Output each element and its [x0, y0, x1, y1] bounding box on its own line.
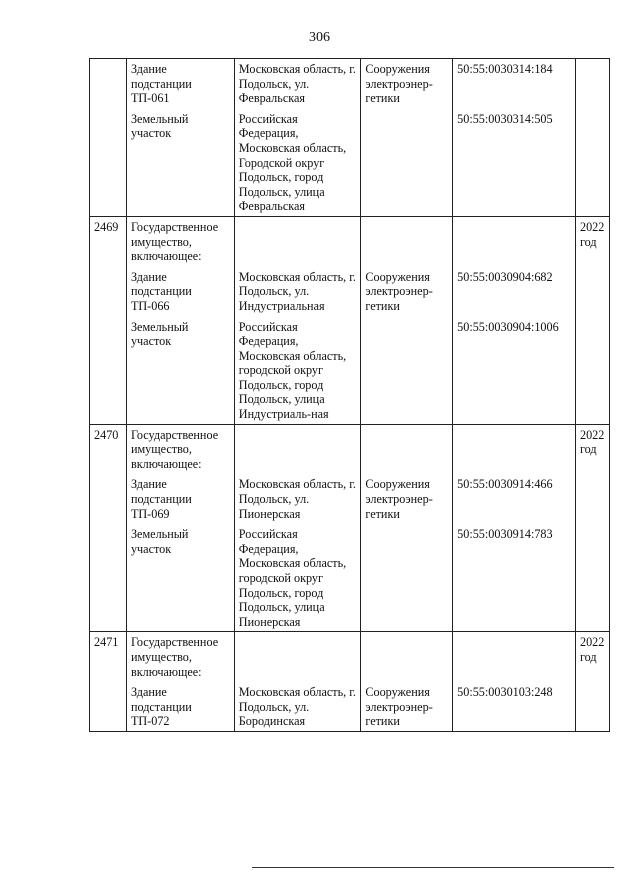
year-cell	[575, 108, 609, 217]
cadastral-number-cell	[453, 424, 576, 473]
purpose-cell	[361, 424, 453, 473]
registry-body	[90, 59, 610, 732]
table-row	[90, 108, 610, 217]
group-heading-row	[90, 216, 610, 265]
row-number-cell	[90, 681, 127, 731]
row-number-cell	[90, 316, 127, 425]
cadastral-number-cell: 50:55:0030314:505	[453, 108, 576, 217]
row-number-cell	[90, 266, 127, 316]
group-heading-row	[90, 424, 610, 473]
row-number-cell	[90, 108, 127, 217]
address-cell: Московская область, г. Подольск, ул. Февральская	[234, 59, 361, 108]
address-cell: Российская Федерация, Московская область, городской округ Подольск, город Подольск, улица Индустриаль-ная	[234, 316, 361, 425]
object-name-cell: Государственное имущество, включающее:	[126, 216, 234, 265]
address-cell: Российская Федерация, Московская область, Городской округ Подольск, город Подольск, улица Февральская	[234, 108, 361, 217]
table-row	[90, 316, 610, 425]
year-cell	[575, 266, 609, 316]
cadastral-number-cell: 50:55:0030103:248	[453, 681, 576, 731]
cadastral-number-cell: 50:55:0030314:184	[453, 59, 576, 108]
cadastral-number-cell: 50:55:0030914:466	[453, 473, 576, 523]
cadastral-number-cell	[453, 632, 576, 681]
object-name-cell: Здание подстанции ТП-066	[126, 266, 234, 316]
purpose-cell	[361, 216, 453, 265]
purpose-cell: Сооружения электроэнер-гетики	[361, 681, 453, 731]
year-cell	[575, 59, 609, 108]
property-registry-table	[89, 58, 610, 732]
row-number-cell: 2471	[90, 632, 127, 681]
cadastral-number-cell: 50:55:0030914:783	[453, 523, 576, 632]
year-cell	[575, 473, 609, 523]
group-heading-row	[90, 632, 610, 681]
year-cell: 2022 год	[575, 632, 609, 681]
cadastral-number-cell: 50:55:0030904:1006	[453, 316, 576, 425]
cadastral-number-cell	[453, 216, 576, 265]
table-row	[90, 523, 610, 632]
row-number-cell	[90, 473, 127, 523]
bottom-rule	[252, 867, 614, 868]
year-cell	[575, 316, 609, 425]
table-row	[90, 59, 610, 108]
row-number-cell: 2470	[90, 424, 127, 473]
address-cell: Московская область, г. Подольск, ул. Пионерская	[234, 473, 361, 523]
row-number-cell	[90, 59, 127, 108]
purpose-cell	[361, 316, 453, 425]
purpose-cell	[361, 632, 453, 681]
object-name-cell: Здание подстанции ТП-072	[126, 681, 234, 731]
purpose-cell	[361, 108, 453, 217]
table-row	[90, 266, 610, 316]
row-number-cell	[90, 523, 127, 632]
address-cell	[234, 216, 361, 265]
purpose-cell: Сооружения электроэнер-гетики	[361, 266, 453, 316]
row-number-cell: 2469	[90, 216, 127, 265]
table-row	[90, 681, 610, 731]
table-row	[90, 473, 610, 523]
object-name-cell: Государственное имущество, включающее:	[126, 632, 234, 681]
purpose-cell: Сооружения электроэнер-гетики	[361, 473, 453, 523]
address-cell: Московская область, г. Подольск, ул. Индустриальная	[234, 266, 361, 316]
address-cell	[234, 632, 361, 681]
year-cell	[575, 681, 609, 731]
purpose-cell: Сооружения электроэнер-гетики	[361, 59, 453, 108]
address-cell: Российская Федерация, Московская область, городской округ Подольск, город Подольск, улица Пионерская	[234, 523, 361, 632]
object-name-cell: Государственное имущество, включающее:	[126, 424, 234, 473]
cadastral-number-cell: 50:55:0030904:682	[453, 266, 576, 316]
year-cell: 2022 год	[575, 424, 609, 473]
object-name-cell: Земельный участок	[126, 523, 234, 632]
object-name-cell: Земельный участок	[126, 108, 234, 217]
object-name-cell: Земельный участок	[126, 316, 234, 425]
address-cell: Московская область, г. Подольск, ул. Бородинская	[234, 681, 361, 731]
year-cell: 2022 год	[575, 216, 609, 265]
address-cell	[234, 424, 361, 473]
object-name-cell: Здание подстанции ТП-069	[126, 473, 234, 523]
object-name-cell: Здание подстанции ТП-061	[126, 59, 234, 108]
page-number: 306	[309, 30, 330, 45]
purpose-cell	[361, 523, 453, 632]
year-cell	[575, 523, 609, 632]
